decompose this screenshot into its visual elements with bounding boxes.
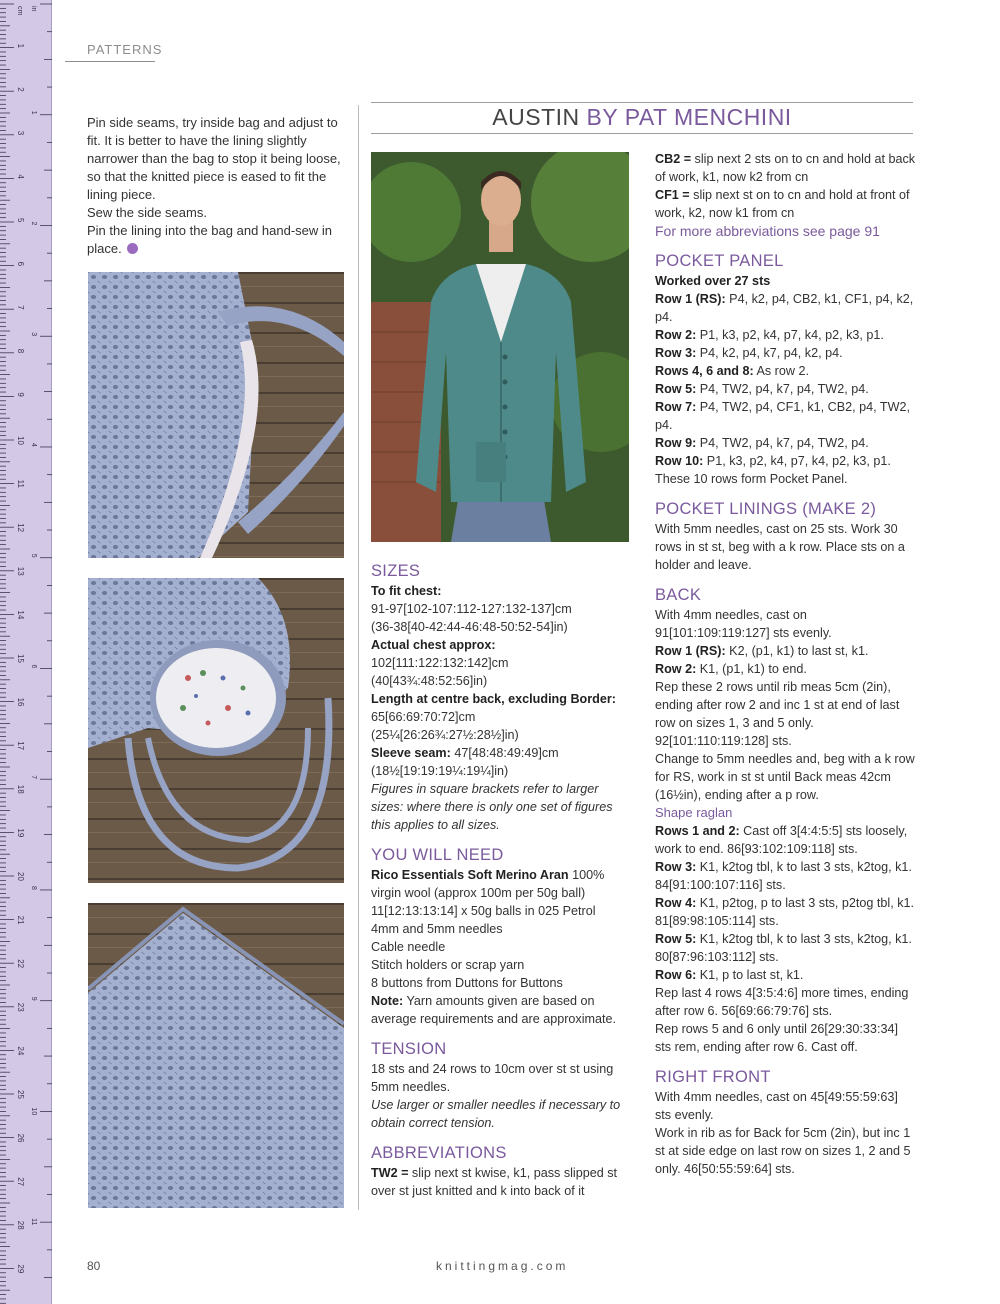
ruler-cm-label: 10	[16, 436, 25, 445]
row-text: P4, TW2, p4, k7, p4, TW2, p4.	[696, 382, 869, 396]
heading-tension: TENSION	[371, 1040, 447, 1058]
ruler-cm-label: 17	[16, 741, 25, 751]
ruler-cm-label: 7	[16, 305, 25, 310]
row-label: Row 5:	[655, 382, 697, 396]
value-sleeve-cm: 47[48:48:49:49]cm	[454, 746, 559, 760]
ruler-cm-label: 22	[16, 959, 25, 969]
ruler-cm-label: 16	[16, 697, 25, 707]
abbr-tw2-label: TW2 =	[371, 1166, 409, 1180]
row-text: K1, p to last st, k1.	[696, 968, 804, 982]
row-label: Rows 1 and 2:	[655, 824, 740, 838]
ruler-cm-label: 20	[16, 872, 25, 881]
abbr-cf1-label: CF1 =	[655, 188, 690, 202]
need-item: 11[12:13:13:14] x 50g balls in 025 Petrol	[371, 904, 596, 918]
row-label: Row 3:	[655, 860, 697, 874]
left-paragraph: Pin side seams, try inside bag and adjust to fit. It is better to have the lining slightly narrower than the bag to stop it being loose, so that the knitted piece is eased to fit the lining piece.	[87, 115, 341, 202]
title-rule-top	[371, 102, 913, 103]
ruler-in-label: 5	[30, 553, 37, 558]
value-fit-chest-in: (36-38[40-42:44-46:48-50:52-54]in)	[371, 620, 568, 634]
ruler-cm-label: 14	[16, 610, 25, 620]
subheading-shape-raglan: Shape raglan	[655, 805, 733, 820]
ruler-cm-label: 18	[16, 784, 25, 794]
lace-detail-photo	[88, 903, 344, 1208]
right-front-cast-on: With 4mm needles, cast on 45[49:55:59:63] sts evenly.	[655, 1090, 898, 1122]
back-rib-text: Rep these 2 rows until rib meas 5cm (2in), ending after row 2 and inc 1 st at end of last row on sizes 1, 3 and 5 only. 92[101:110:119:128] sts.	[655, 680, 900, 748]
ruler-cm-label: 1	[16, 43, 25, 49]
row-label: Row 4:	[655, 896, 697, 910]
row-text: As row 2.	[753, 364, 809, 378]
ruler-in-label: 3	[30, 332, 37, 337]
row-text: P4, TW2, p4, CF1, k1, CB2, p4, TW2, p4.	[655, 400, 910, 432]
ruler-cm-label: 11	[16, 479, 25, 488]
ruler-in-label: 2	[30, 221, 37, 226]
cardigan-model-photo	[371, 152, 629, 542]
value-length-in: (25¼[26:26¾:27½:28½]in)	[371, 728, 519, 742]
label-fit-chest: To fit chest:	[371, 584, 442, 598]
pattern-title	[371, 104, 913, 131]
abbr-cb2-text: slip next 2 sts on to cn and hold at back of work, k1, now k2 from cn	[655, 152, 916, 184]
heading-pocket-linings: POCKET LININGS (MAKE 2)	[655, 500, 877, 518]
raglan-repeat-final: Rep rows 5 and 6 only until 26[29:30:33:34] sts rem, ending after row 6. Cast off.	[655, 1022, 898, 1054]
heading-sizes: SIZES	[371, 562, 421, 580]
abbr-cb2-label: CB2 =	[655, 152, 692, 166]
left-paragraph-text: Pin the lining into the bag and hand-sew in place.	[87, 223, 333, 256]
value-actual-chest-cm: 102[111:122:132:142]cm	[371, 656, 509, 670]
right-column	[655, 150, 917, 1178]
ruler-in-label: 7	[30, 775, 37, 780]
row-text: P4, k2, p4, CB2, k1, CF1, p4, k2, p4.	[655, 292, 914, 324]
back-cast-on: With 4mm needles, cast on 91[101:109:119:127] sts evenly.	[655, 608, 832, 640]
section-label: PATTERNS	[87, 42, 163, 57]
right-front-rib: Work in rib as for Back for 5cm (2in), but inc 1 st at side edge on last row on sizes 1, 2 and 5 only. 46[50:55:59:64] sts.	[655, 1126, 911, 1176]
value-length-cm: 65[66:69:70:72]cm	[371, 710, 476, 724]
row-text: K1, (p1, k1) to end.	[696, 662, 807, 676]
label-actual-chest: Actual chest approx:	[371, 638, 496, 652]
heading-right-front: RIGHT FRONT	[655, 1068, 771, 1086]
pocket-linings-text: With 5mm needles, cast on 25 sts. Work 30 rows in st st, beg with a k row. Place sts on a holder and leave.	[655, 522, 905, 572]
ruler-cm-label: 21	[16, 915, 25, 925]
row-label: Rows 4, 6 and 8:	[655, 364, 754, 378]
ruler-in-label: 6	[30, 664, 37, 669]
note-text: Yarn amounts given are based on average requirements and are approximate.	[371, 994, 617, 1026]
value-actual-chest-in: (40[43¾:48:52:56]in)	[371, 674, 488, 688]
row-text: K2, (p1, k1) to last st, k1.	[725, 644, 869, 658]
sizes-note: Figures in square brackets refer to larger sizes: where there is only one set of figures this applies to all sizes.	[371, 782, 613, 832]
ruler-in-label: 10	[30, 1107, 37, 1116]
yarn-ball-icon	[127, 243, 138, 254]
ruler-cm-label: 23	[16, 1002, 25, 1012]
ruler-cm-label: 5	[16, 218, 25, 223]
ruler-cm-label: 25	[16, 1090, 25, 1099]
row-label: Row 3:	[655, 346, 697, 360]
raglan-repeat: Rep last 4 rows 4[3:5:4:6] more times, ending after row 6. 56[69:66:79:76] sts.	[655, 986, 909, 1018]
yarn-name: Rico Essentials Soft Merino Aran	[371, 868, 569, 882]
ruler-in-label: 11	[30, 1218, 37, 1226]
ruler-cm-label: 29	[16, 1264, 25, 1274]
heading-pocket-panel: POCKET PANEL	[655, 252, 784, 270]
note-label: Note:	[371, 994, 404, 1008]
heading-you-will-need: YOU WILL NEED	[371, 846, 504, 864]
ruler-cm-label: 19	[16, 828, 25, 838]
left-paragraph	[87, 222, 342, 258]
more-abbreviations-link[interactable]: For more abbreviations see page 91	[655, 223, 880, 239]
heading-back: BACK	[655, 586, 702, 604]
middle-column	[371, 550, 633, 1200]
section-rule	[65, 61, 155, 62]
ruler-cm-label: 9	[16, 392, 25, 397]
row-label: Row 1 (RS):	[655, 292, 726, 306]
pocket-panel-summary: These 10 rows form Pocket Panel.	[655, 472, 848, 486]
footer-website: knittingmag.com	[436, 1259, 569, 1273]
left-paragraph: Sew the side seams.	[87, 205, 207, 220]
row-text: P1, k3, p2, k4, p7, k4, p2, k3, p1.	[696, 328, 884, 342]
ruler-in-unit: in	[30, 6, 37, 12]
yarn-detail: 100% virgin wool (approx 100m per 50g ball)	[371, 868, 605, 900]
tension-note: Use larger or smaller needles if necessary to obtain correct tension.	[371, 1098, 621, 1130]
ruler-cm-label: 24	[16, 1046, 25, 1056]
pattern-name: AUSTIN	[492, 104, 580, 130]
row-label: Row 5:	[655, 932, 697, 946]
row-label: Row 1 (RS):	[655, 644, 726, 658]
column-divider	[358, 105, 359, 1210]
worked-over: Worked over 27 sts	[655, 274, 771, 288]
page-number: 80	[87, 1259, 101, 1273]
ruler-cm-label: 26	[16, 1133, 25, 1143]
ruler-cm-label: 13	[16, 566, 25, 576]
ruler-cm-label: 6	[16, 261, 25, 267]
ruler-in-label: 8	[30, 885, 37, 890]
need-item: 4mm and 5mm needles	[371, 922, 503, 936]
row-label: Row 9:	[655, 436, 697, 450]
row-text: K1, k2tog tbl, k to last 3 sts, k2tog, k1. 80[87:96:103:112] sts.	[655, 932, 912, 964]
lace-bag-photo	[88, 272, 344, 558]
heading-abbreviations: ABBREVIATIONS	[371, 1144, 507, 1162]
row-text: P1, k3, p2, k4, p7, k4, p2, k3, p1.	[703, 454, 891, 468]
left-instructions	[87, 114, 342, 258]
ruler-cm-label: 3	[16, 130, 25, 136]
row-label: Row 2:	[655, 328, 697, 342]
row-text: P4, k2, p4, k7, p4, k2, p4.	[696, 346, 843, 360]
row-text: Cast off 3[4:4:5:5] sts loosely, work to end. 86[93:102:109:118] sts.	[655, 824, 908, 856]
ruler-ticks	[0, 0, 52, 1304]
row-label: Row 6:	[655, 968, 697, 982]
ruler-in-label: 9	[30, 996, 37, 1001]
ruler-cm-label: 27	[16, 1177, 25, 1187]
row-text: P4, TW2, p4, k7, p4, TW2, p4.	[696, 436, 869, 450]
ruler-cm-label: 2	[16, 87, 25, 92]
row-text: K1, p2tog, p to last 3 sts, p2tog tbl, k1. 81[89:98:105:114] sts.	[655, 896, 915, 928]
need-item: Stitch holders or scrap yarn	[371, 958, 525, 972]
need-item: 8 buttons from Duttons for Buttons	[371, 976, 563, 990]
row-label: Row 10:	[655, 454, 704, 468]
ruler-cm-label: 12	[16, 523, 25, 533]
page-ruler	[0, 0, 52, 1304]
abbr-tw2-text: slip next st kwise, k1, pass slipped st over st just knitted and k into back of it	[371, 1166, 618, 1198]
row-text: K1, k2tog tbl, k to last 3 sts, k2tog, k1. 84[91:100:107:116] sts.	[655, 860, 912, 892]
abbr-cf1-text: slip next st on to cn and hold at front of work, k2, now k1 from cn	[655, 188, 910, 220]
ruler-cm-label: 28	[16, 1220, 25, 1230]
need-item: Cable needle	[371, 940, 446, 954]
pattern-designer: BY PAT MENCHINI	[586, 104, 792, 130]
label-sleeve: Sleeve seam:	[371, 746, 451, 760]
ruler-cm-unit: cm	[16, 6, 23, 16]
ruler-cm-label: 15	[16, 654, 25, 663]
row-label: Row 7:	[655, 400, 697, 414]
value-fit-chest-cm: 91-97[102-107:112-127:132-137]cm	[371, 602, 572, 616]
ruler-cm-label: 4	[16, 174, 25, 179]
lined-bag-photo	[88, 578, 344, 883]
value-sleeve-in: (18½[19:19:19¼:19¼]in)	[371, 764, 509, 778]
ruler-in-label: 4	[30, 442, 37, 447]
back-st-st-text: Change to 5mm needles and, beg with a k row for RS, work in st st until Back meas 42cm (16½in), ending after a p row.	[655, 752, 915, 802]
label-length: Length at centre back, excluding Border:	[371, 692, 616, 706]
ruler-cm-label: 8	[16, 348, 25, 354]
row-label: Row 2:	[655, 662, 697, 676]
ruler-in-label: 1	[30, 110, 37, 115]
tension-text: 18 sts and 24 rows to 10cm over st st using 5mm needles.	[371, 1062, 614, 1094]
title-rule-bottom	[371, 133, 913, 134]
